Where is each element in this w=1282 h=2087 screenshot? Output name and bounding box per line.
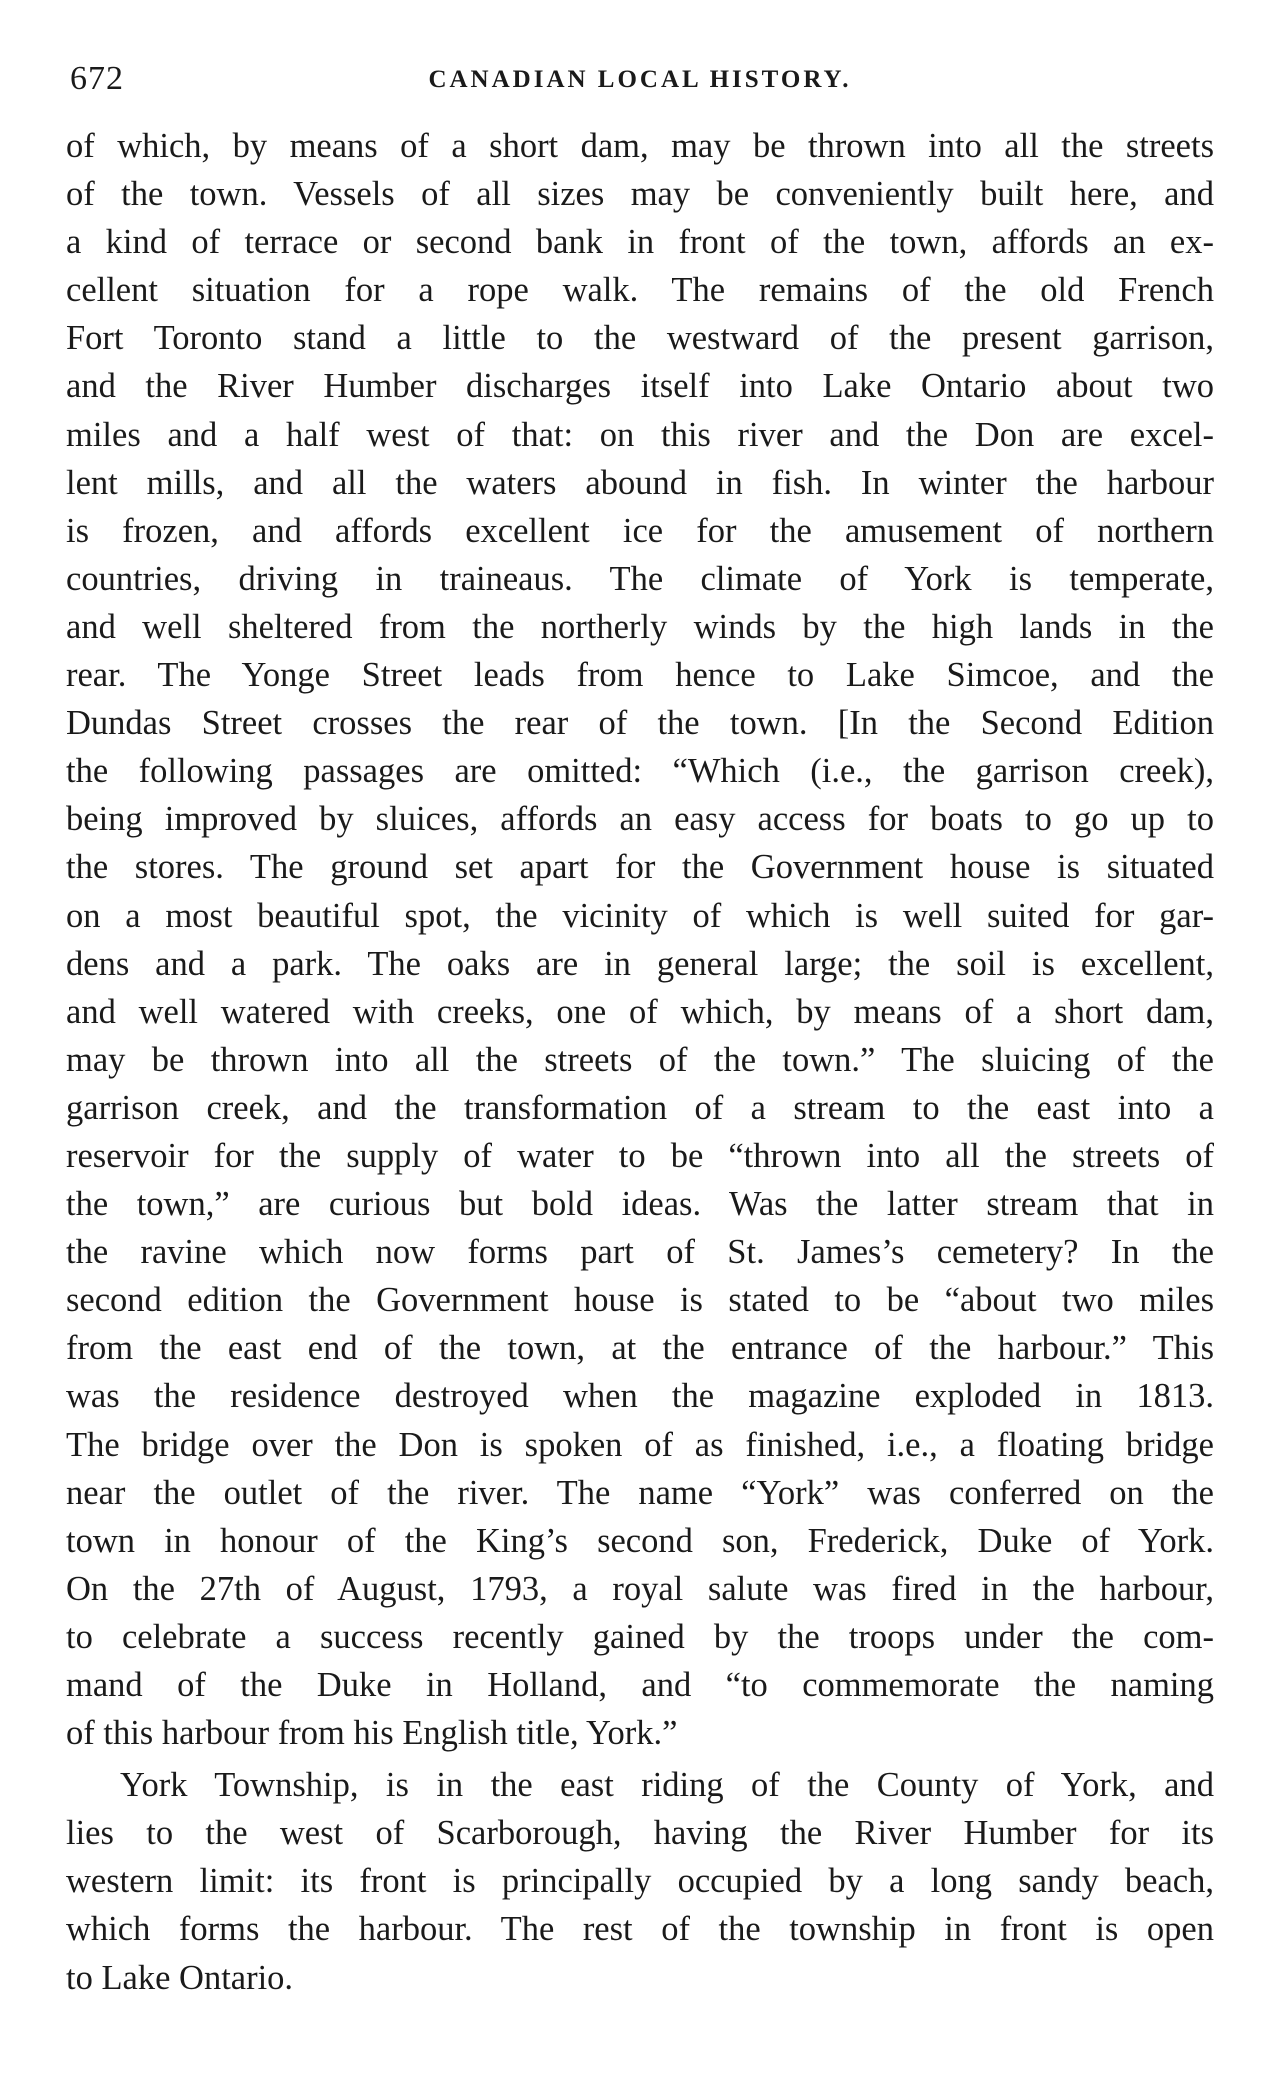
text-line: lies to the west of Scarborough, having the River Humber for its	[66, 1814, 1214, 1853]
text-line: Dundas Street crosses the rear of the town. [In the Second Edition	[66, 704, 1214, 743]
text-line: York Township, is in the east riding of the County of York, and	[120, 1766, 1214, 1805]
paragraph	[66, 122, 1214, 1757]
text-line: reservoir for the supply of water to be “thrown into all the streets of	[66, 1136, 1214, 1175]
text-line: may be thrown into all the streets of the town.” The sluicing of the	[66, 1040, 1214, 1079]
text-line: from the east end of the town, at the entrance of the harbour.” This	[66, 1329, 1214, 1368]
text-line: the ravine which now forms part of St. James’s cemetery? In the	[66, 1233, 1214, 1272]
text-line: which forms the harbour. The rest of the township in front is open	[66, 1910, 1214, 1949]
text-line: and the River Humber discharges itself into Lake Ontario about two	[66, 367, 1214, 406]
text-line: countries, driving in traineaus. The climate of York is temperate,	[66, 559, 1214, 598]
text-line: Fort Toronto stand a little to the westward of the present garrison,	[66, 319, 1214, 358]
text-line: on a most beautiful spot, the vicinity of which is well suited for gar-	[66, 896, 1214, 935]
text-line: is frozen, and affords excellent ice for the amusement of northern	[66, 511, 1214, 550]
body-text	[66, 122, 1214, 2002]
text-line: dens and a park. The oaks are in general large; the soil is excellent,	[66, 944, 1214, 983]
paragraph	[66, 1761, 1214, 2001]
text-line: of this harbour from his English title, York.”	[66, 1714, 678, 1753]
text-line: being improved by sluices, affords an easy access for boats to go up to	[66, 800, 1214, 839]
text-line: was the residence destroyed when the magazine exploded in 1813.	[66, 1377, 1214, 1416]
text-line: cellent situation for a rope walk. The remains of the old French	[66, 271, 1214, 310]
text-line: to celebrate a success recently gained by the troops under the com-	[66, 1617, 1214, 1656]
text-line: the stores. The ground set apart for the Government house is situated	[66, 848, 1214, 887]
text-line: On the 27th of August, 1793, a royal salute was fired in the harbour,	[66, 1569, 1214, 1608]
running-title: CANADIAN LOCAL HISTORY.	[428, 66, 852, 93]
text-line: to Lake Ontario.	[66, 1958, 294, 1997]
text-line: and well sheltered from the northerly winds by the high lands in the	[66, 607, 1214, 646]
text-line: garrison creek, and the transformation of a stream to the east into a	[66, 1088, 1214, 1127]
text-line: town in honour of the King’s second son, Frederick, Duke of York.	[66, 1521, 1214, 1560]
text-line: the town,” are curious but bold ideas. Was the latter stream that in	[66, 1185, 1214, 1224]
page-number: 672	[70, 60, 124, 97]
text-line: of which, by means of a short dam, may be thrown into all the streets	[66, 127, 1214, 165]
text-line: western limit: its front is principally occupied by a long sandy beach,	[66, 1862, 1214, 1901]
text-line: second edition the Government house is stated to be “about two miles	[66, 1281, 1214, 1320]
text-line: rear. The Yonge Street leads from hence to Lake Simcoe, and the	[66, 656, 1214, 695]
text-line: the following passages are omitted: “Which (i.e., the garrison creek),	[66, 752, 1214, 791]
text-line: miles and a half west of that: on this river and the Don are excel-	[66, 415, 1214, 454]
text-line: a kind of terrace or second bank in front of the town, affords an ex-	[66, 223, 1214, 262]
text-line: The bridge over the Don is spoken of as finished, i.e., a floating bridge	[66, 1425, 1214, 1464]
text-line: and well watered with creeks, one of which, by means of a short dam,	[66, 992, 1214, 1031]
text-line: of the town. Vessels of all sizes may be conveniently built here, and	[66, 175, 1214, 214]
text-line: lent mills, and all the waters abound in fish. In winter the harbour	[66, 463, 1214, 502]
running-head	[66, 60, 1214, 108]
text-line: mand of the Duke in Holland, and “to commemorate the naming	[66, 1666, 1214, 1704]
text-line: near the outlet of the river. The name “York” was conferred on the	[66, 1473, 1214, 1512]
book-page	[66, 60, 1214, 2002]
